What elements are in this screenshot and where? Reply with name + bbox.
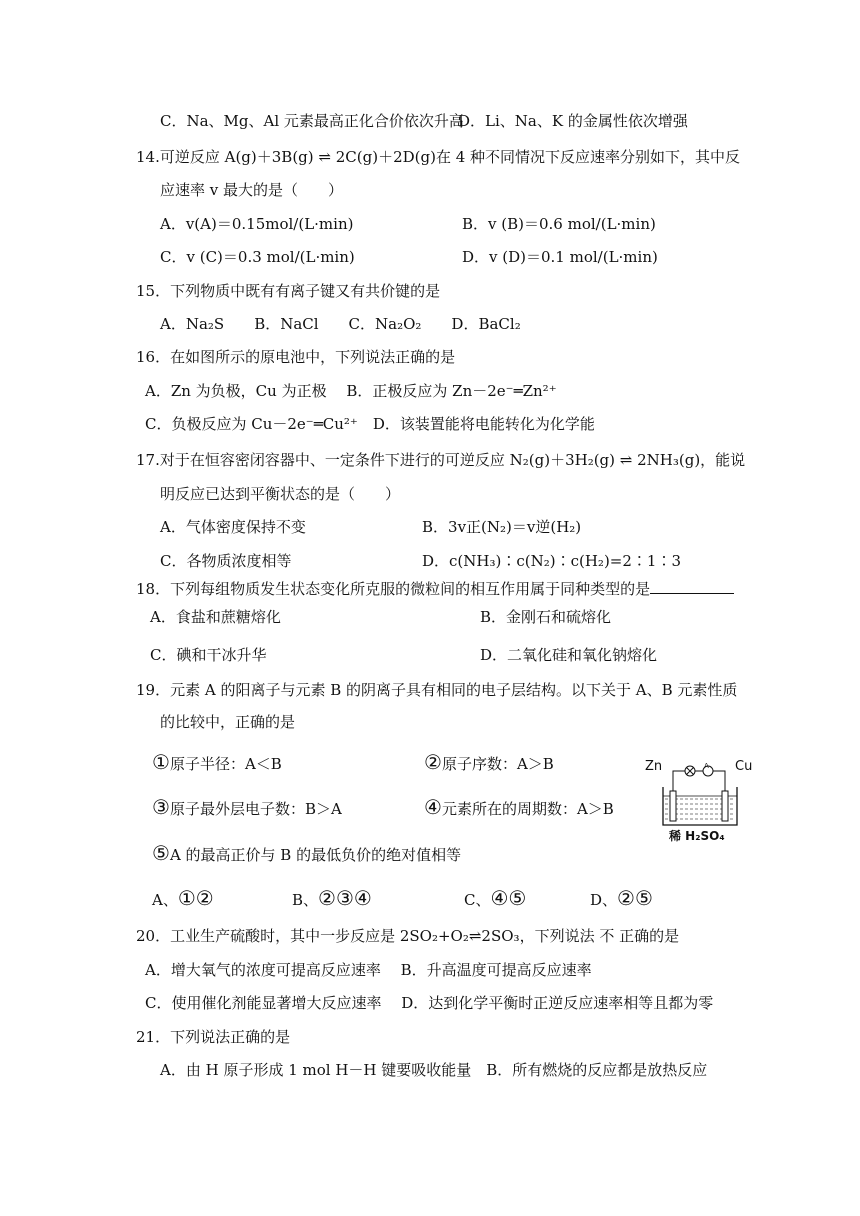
q19-statement-2 (424, 752, 554, 774)
option-value: ②⑤ (617, 886, 653, 910)
statement-text: 原子最外层电子数：B＞A (169, 800, 342, 818)
q14-stem-line2: 应速率 v 最大的是（ ） (160, 181, 344, 199)
q20-options-cd: C．使用催化剂能显著增大反应速率 D．达到化学平衡时正逆反应速率相等且都为零 (145, 994, 714, 1012)
q19-statement-5 (152, 843, 461, 865)
q20-stem: 20．工业生产硫酸时，其中一步反应是 2SO₂+O₂⇌2SO₃，下列说法 不 正确的是 (136, 927, 680, 945)
q20-options-ab: A．增大氧气的浓度可提高反应速率 B．升高温度可提高反应速率 (145, 961, 592, 979)
q14-option-a: A．v(A)＝0.15mol/(L·min) (160, 215, 354, 233)
option-value: ②③④ (318, 886, 372, 910)
circle-numeral: ③ (152, 795, 170, 819)
q17-option-d: D．c(NH₃)∶c(N₂)∶c(H₂)=2∶1∶3 (422, 552, 681, 570)
answer-blank (650, 579, 734, 594)
q16-options-ab: A．Zn 为负极，Cu 为正极 B．正极反应为 Zn－2e⁻═Zn²⁺ (145, 382, 557, 400)
q15-stem: 15．下列物质中既有有离子键又有共价键的是 (136, 282, 441, 300)
statement-text: 原子半径：A＜B (169, 755, 282, 773)
q19-stem-line1: 19．元素 A 的阳离子与元素 B 的阴离子具有相同的电子层结构。以下关于 A、B 元素性质 (136, 681, 738, 699)
q18-option-b: B．金刚石和硫熔化 (480, 608, 612, 626)
zn-electrode (670, 791, 676, 821)
q19-option-d (590, 888, 653, 910)
q14-option-c: C．v (C)＝0.3 mol/(L·min) (160, 248, 355, 266)
cu-electrode (722, 791, 728, 821)
q19-option-b (292, 888, 372, 910)
q14-option-d: D．v (D)＝0.1 mol/(L·min) (462, 248, 658, 266)
option-letter: D、 (590, 891, 618, 909)
option-letter: A、 (152, 891, 178, 909)
zn-label: Zn (645, 759, 663, 774)
solution-label: 稀 H₂SO₄ (669, 829, 725, 843)
q18-stem (136, 579, 734, 599)
q19-option-c (464, 888, 526, 910)
cu-label: Cu (735, 759, 753, 774)
q16-options-cd: C．负极反应为 Cu－2e⁻═Cu²⁺ D．该装置能将电能转化为化学能 (145, 415, 595, 433)
q17-stem-line1: 17.对于在恒容密闭容器中、一定条件下进行的可逆反应 N₂(g)＋3H₂(g) ⇌ 2NH₃(g)，能说 (136, 451, 746, 469)
galvanic-cell-diagram (645, 759, 755, 845)
circle-numeral: ② (424, 750, 442, 774)
q13-option-d: D．Li、Na、K 的金属性依次增强 (458, 112, 688, 130)
q18-stem-text: 18．下列每组物质发生状态变化所克服的微粒间的相互作用属于同种类型的是 (136, 580, 651, 598)
q17-option-c: C．各物质浓度相等 (160, 552, 292, 570)
q21-stem: 21．下列说法正确的是 (136, 1028, 291, 1046)
q17-option-a: A．气体密度保持不变 (160, 518, 306, 536)
q19-statement-1 (152, 752, 282, 774)
q17-stem-line2: 明反应已达到平衡状态的是（ ） (160, 485, 401, 503)
q18-option-a: A．食盐和蔗糖熔化 (150, 608, 281, 626)
wire-left (673, 771, 685, 793)
q18-option-c: C．碘和干冰升华 (150, 646, 267, 664)
option-value: ①② (177, 886, 214, 910)
statement-text: A 的最高正价与 B 的最低负价的绝对值相等 (169, 846, 462, 864)
wire-right (713, 771, 725, 793)
q19-statement-3 (152, 797, 342, 819)
q15-options: A．Na₂S B．NaCl C．Na₂O₂ D．BaCl₂ (160, 315, 521, 333)
q19-statement-4 (424, 797, 614, 819)
circle-numeral: ⑤ (152, 841, 170, 865)
ammeter-label: A (704, 762, 709, 770)
option-letter: C、 (464, 891, 491, 909)
q18-option-d: D．二氧化硅和氧化钠熔化 (480, 646, 658, 664)
statement-text: 元素所在的周期数：A＞B (441, 800, 614, 818)
circle-numeral: ① (152, 750, 170, 774)
q19-stem-line2: 的比较中，正确的是 (160, 713, 296, 731)
q19-option-a (152, 888, 214, 910)
q14-stem-line1: 14.可逆反应 A(g)＋3B(g) ⇌ 2C(g)＋2D(g)在 4 种不同情况下反应速率分别如下，其中反 (136, 148, 741, 166)
q13-option-c: C．Na、Mg、Al 元素最高正化合价依次升高 (160, 112, 464, 130)
q21-options-ab: A．由 H 原子形成 1 mol H－H 键要吸收能量 B．所有燃烧的反应都是放热反应 (160, 1061, 708, 1079)
option-value: ④⑤ (490, 886, 527, 910)
q16-stem: 16．在如图所示的原电池中，下列说法正确的是 (136, 348, 456, 366)
circle-numeral: ④ (424, 795, 442, 819)
q17-option-b: B．3v正(N₂)＝v逆(H₂) (422, 518, 582, 536)
q14-option-b: B．v (B)＝0.6 mol/(L·min) (462, 215, 656, 233)
option-letter: B、 (292, 891, 319, 909)
statement-text: 原子序数：A＞B (441, 755, 554, 773)
